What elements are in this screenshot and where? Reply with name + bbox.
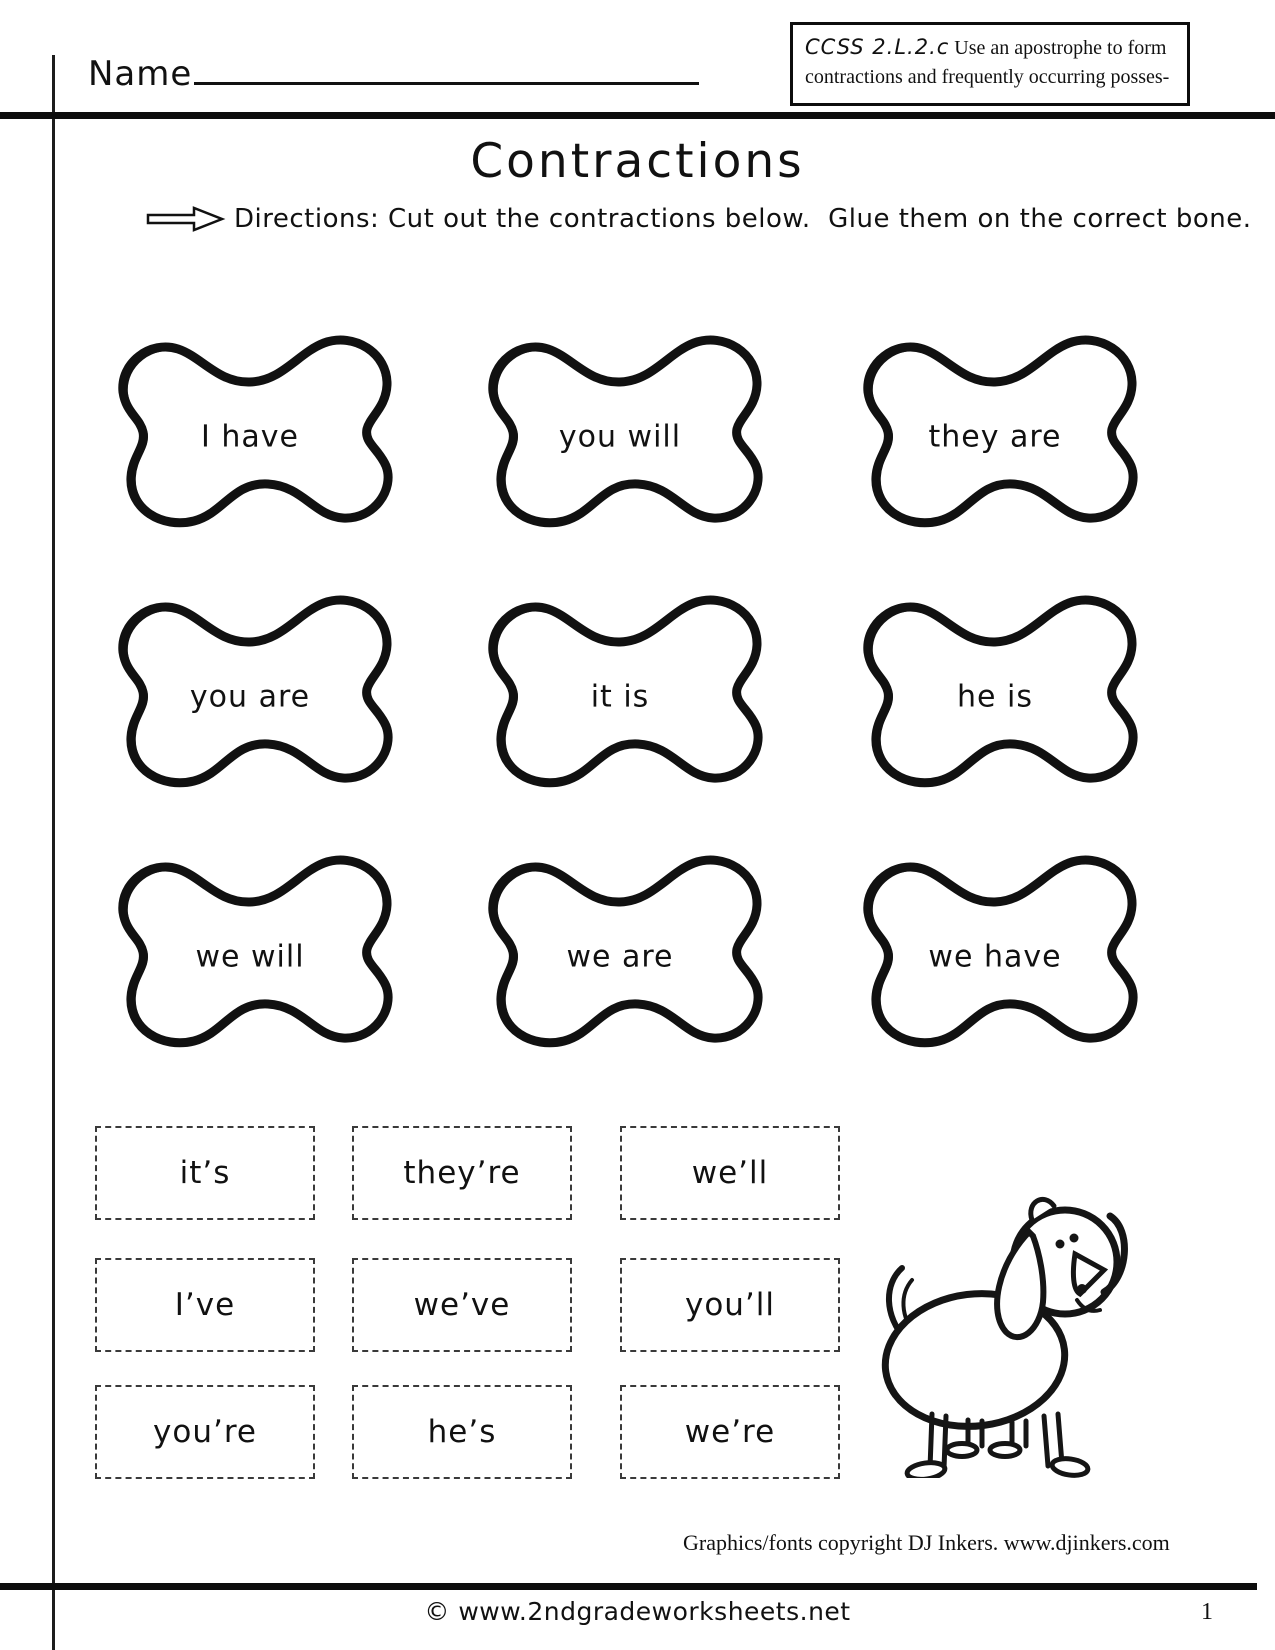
- cutout-weve: we’ve: [352, 1258, 572, 1352]
- bone-phrase: it is: [590, 679, 650, 715]
- footer-site-url: © www.2ndgradeworksheets.net: [424, 1597, 851, 1626]
- bone-phrase: you will: [558, 419, 682, 455]
- page-number: 1: [1201, 1599, 1213, 1625]
- puppy-sketch-icon: [872, 1178, 1132, 1478]
- bone-phrase: we are: [566, 939, 674, 975]
- directions-row: [146, 204, 1252, 234]
- cutout-its: it’s: [95, 1126, 315, 1220]
- name-blank-line: [194, 48, 699, 85]
- graphics-credit: Graphics/fonts copyright DJ Inkers. www.djinkers.com: [683, 1530, 1170, 1555]
- bone-phrase: you are: [189, 679, 311, 715]
- bone-phrase: we will: [195, 939, 305, 975]
- bone-we-are: [470, 842, 770, 1064]
- name-field: [88, 48, 699, 94]
- cutout-youre: you’re: [95, 1385, 315, 1479]
- bone-i-have: [100, 322, 400, 544]
- header-rule: [0, 112, 1275, 119]
- name-label: Name: [88, 54, 193, 94]
- cutout-hes: he’s: [352, 1385, 572, 1479]
- bone-they-are: [845, 322, 1145, 544]
- footer-rule: [0, 1583, 1257, 1590]
- bone-phrase: they are: [928, 419, 1062, 455]
- directions-text: Directions: Cut out the contractions below. Glue them on the correct bone.: [234, 204, 1252, 234]
- ccss-standard-box: [790, 22, 1190, 106]
- cutout-youll: you’ll: [620, 1258, 840, 1352]
- bone-you-are: [100, 582, 400, 804]
- bone-you-will: [470, 322, 770, 544]
- left-margin-line: [52, 55, 55, 1650]
- directions-right-arrow-icon: [146, 206, 226, 232]
- bone-we-have: [845, 842, 1145, 1064]
- cutout-were: we’re: [620, 1385, 840, 1479]
- bone-phrase: we have: [928, 939, 1062, 975]
- bone-phrase: I have: [201, 419, 299, 455]
- page-title: Contractions: [470, 134, 805, 189]
- cutout-theyre: they’re: [352, 1126, 572, 1220]
- ccss-code: CCSS 2.L.2.c: [805, 35, 950, 59]
- ccss-text-line1: Use an apostrophe to form: [954, 37, 1167, 59]
- bone-phrase: he is: [957, 679, 1033, 715]
- bone-we-will: [100, 842, 400, 1064]
- bone-he-is: [845, 582, 1145, 804]
- cutout-ive: I’ve: [95, 1258, 315, 1352]
- cutout-well: we’ll: [620, 1126, 840, 1220]
- bone-it-is: [470, 582, 770, 804]
- ccss-text-line2: contractions and frequently occurring posses-: [805, 66, 1170, 88]
